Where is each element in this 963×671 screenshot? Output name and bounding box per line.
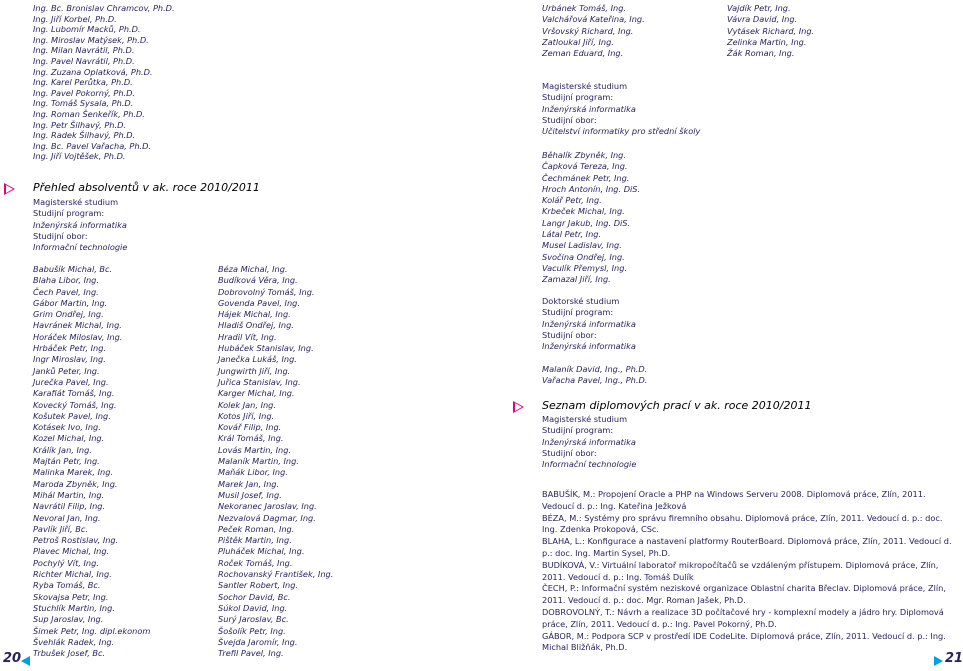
graduate-name: Janečka Lukáš, Ing.	[218, 354, 297, 365]
program-label: Studijní program:	[542, 307, 614, 318]
field-value: Informační technologie	[33, 242, 128, 253]
graduate-name: Govenda Pavel, Ing.	[218, 297, 300, 308]
staff-name: Ing. Tomáš Sysala, Ph.D.	[33, 98, 134, 109]
staff-name: Ing. Milan Navrátil, Ph.D.	[33, 45, 135, 56]
study-info-theses	[542, 414, 636, 470]
graduate-name: Musil Josef, Ing.	[218, 489, 282, 500]
section-title-theses: Seznam diplomových prací v ak. roce 2010/2011	[542, 399, 812, 412]
graduate-name: Hájek Michal, Ing.	[218, 309, 291, 320]
graduate-name: Béza Michal, Ing.	[218, 264, 288, 274]
graduate-name: Dobrovolný Tomáš, Ing.	[218, 286, 315, 297]
graduate-name: Zeman Eduard, Ing.	[542, 48, 624, 59]
graduate-name: Lovás Martin, Ing.	[218, 444, 292, 455]
graduate-name: Trefil Pavel, Ing.	[218, 648, 284, 659]
study-level: Doktorské studium	[542, 296, 620, 306]
graduate-name: Karger Michal, Ing.	[218, 388, 295, 399]
graduate-name: Mihál Martin, Ing.	[33, 489, 105, 500]
program-label: Studijní program:	[542, 92, 614, 103]
graduate-name: Vršovský Richard, Ing.	[542, 25, 634, 36]
study-level: Magisterské studium	[542, 414, 628, 424]
study-info	[33, 197, 127, 253]
study-level: Magisterské studium	[542, 81, 628, 91]
program-label: Studijní program:	[542, 425, 614, 436]
field-value: Inženýrská informatika	[542, 341, 636, 352]
graduate-name: Valchářová Kateřina, Ing.	[542, 14, 645, 25]
graduate-name: Roček Tomáš, Ing.	[218, 557, 293, 568]
graduate-name: Kotásek Ivo, Ing.	[33, 422, 101, 433]
thesis-entry: DOBROVOLNÝ, T.: Návrh a realizace 3D počítačové hry - komplexní modely a jádro hry. Diplomová práce, Zlín, 2011. Vedoucí d. p.: Ing. Pavel Pokorný, Ph.D.	[542, 606, 944, 629]
page-number-right: 21	[945, 651, 963, 666]
field-label: Studijní obor:	[542, 114, 597, 125]
graduate-name: Langr Jakub, Ing. DiS.	[542, 217, 631, 228]
graduate-name: Krbeček Michal, Ing.	[542, 206, 625, 217]
graduate-name: Král Tomáš, Ing.	[218, 433, 284, 444]
graduate-name: Švejda Jaromír, Ing.	[218, 636, 298, 647]
staff-name: Ing. Lubomír Macků, Ph.D.	[33, 24, 141, 35]
graduate-name: Čapková Tereza, Ing.	[542, 161, 628, 172]
graduate-name: Grim Ondřej, Ing.	[33, 309, 104, 320]
graduate-name: Běhalík Zbyněk, Ing.	[542, 150, 626, 160]
graduate-name: Maroda Zbyněk, Ing.	[33, 478, 118, 489]
section-title-graduates: Přehled absolventů v ak. roce 2010/2011	[33, 181, 260, 194]
graduate-name: Pochylý Vít, Ing.	[33, 557, 99, 568]
study-info-teaching	[542, 81, 700, 137]
graduate-name: Nezvalová Dagmar, Ing.	[218, 512, 316, 523]
graduates-column-1	[33, 264, 150, 659]
graduate-name: Petroš Rostislav, Ing.	[33, 535, 119, 546]
graduate-name: Blaha Libor, Ing.	[33, 275, 99, 286]
thesis-entry: BUDÍKOVÁ, V.: Virtuální laboratoř mikropočítačů se vzdáleným přístupem. Diplomová práce, Zlín, 2011. Vedoucí d. p.: Ing. Tomáš Dulík	[542, 559, 939, 582]
graduate-name: Nevoral Jan, Ing.	[33, 512, 101, 523]
graduate-name: Králík Jan, Ing.	[33, 444, 92, 455]
graduate-name: Zamazal Jiří, Ing.	[542, 274, 611, 285]
staff-name: Ing. Bc. Pavel Vařacha, Ph.D.	[33, 140, 152, 151]
graduates-doctoral	[542, 364, 647, 387]
staff-name: Ing. Roman Šenkeřík, Ph.D.	[33, 108, 145, 119]
graduate-name: Malaník Martin, Ing.	[218, 456, 299, 467]
graduate-name: Kotos Jiří, Ing.	[218, 410, 275, 421]
graduate-name: Hubáček Stanislav, Ing.	[218, 343, 314, 354]
staff-name: Ing. Petr Šilhavý, Ph.D.	[33, 119, 127, 130]
program-value: Inženýrská informatika	[542, 436, 636, 447]
graduate-name: Karafiát Tomáš, Ing.	[33, 388, 115, 399]
graduate-name: Ryba Tomáš, Bc.	[33, 580, 101, 591]
field-label: Studijní obor:	[33, 230, 88, 241]
staff-name: Ing. Jiří Korbel, Ph.D.	[33, 13, 117, 24]
graduates-column-2	[218, 264, 333, 659]
graduate-name: Rochovanský František, Ing.	[218, 569, 334, 580]
graduates-teaching	[542, 150, 640, 286]
graduate-name: Trbušek Josef, Bc.	[33, 648, 106, 659]
graduate-name: Majtán Petr, Ing.	[33, 456, 100, 467]
staff-name: Ing. Karel Perůtka, Ph.D.	[33, 77, 133, 88]
page-arrow-left-icon	[21, 656, 30, 666]
graduate-name: Vařacha Pavel, Ing., Ph.D.	[542, 375, 648, 386]
graduates-continued-col1	[542, 3, 645, 59]
graduate-name: Hrbáček Petr, Ing.	[33, 343, 107, 354]
graduate-name: Juřica Stanislav, Ing.	[218, 376, 301, 387]
graduate-name: Jurečka Pavel, Ing.	[33, 376, 109, 387]
graduate-name: Janků Peter, Ing.	[33, 365, 100, 376]
graduate-name: Plavec Michal, Ing.	[33, 546, 110, 557]
program-value: Inženýrská informatika	[542, 318, 636, 329]
graduate-name: Kolek Jan, Ing.	[218, 399, 276, 410]
thesis-entry: BABUŠÍK, M.: Propojení Oracle a PHP na Windows Serveru 2008. Diplomová práce, Zlín, 2011. Vedoucí d. p.: Ing. Kateřina Ježková	[542, 489, 926, 511]
graduate-name: Košutek Pavel, Ing.	[33, 410, 111, 421]
staff-list	[33, 3, 175, 162]
staff-name: Ing. Radek Šilhavý, Ph.D.	[33, 130, 136, 141]
section-marker-icon	[4, 183, 15, 195]
graduate-name: Žák Roman, Ing.	[727, 48, 795, 59]
graduate-name: Kolář Petr, Ing.	[542, 195, 602, 206]
graduate-name: Pavlík Jiří, Bc.	[33, 523, 88, 534]
graduate-name: Surý Jaroslav, Bc.	[218, 614, 289, 625]
staff-name: Ing. Zuzana Oplatková, Ph.D.	[33, 66, 153, 77]
graduate-name: Musel Ladislav, Ing.	[542, 240, 622, 251]
program-label: Studijní program:	[33, 208, 105, 219]
program-value: Inženýrská informatika	[33, 219, 127, 230]
graduate-name: Ingr Miroslav, Ing.	[33, 354, 106, 365]
graduate-name: Kovecký Tomáš, Ing.	[33, 399, 117, 410]
graduate-name: Vytásek Richard, Ing.	[727, 25, 815, 36]
graduate-name: Kozel Michal, Ing.	[33, 433, 105, 444]
graduate-name: Jungwirth Jiří, Ing.	[218, 365, 291, 376]
graduate-name: Budíková Věra, Ing.	[218, 275, 298, 286]
thesis-entry: ČECH, P.: Informační systém neziskové organizace Oblastní charita Břeclav. Diplomová práce, Zlín, 2011. Vedoucí d. p.: doc. Mgr. Roman Jašek, Ph.D.	[542, 583, 946, 606]
graduate-name: Urbánek Tomáš, Ing.	[542, 3, 627, 13]
thesis-entry: GÁBOR, M.: Podpora SCP v prostředí IDE CodeLite. Diplomová práce, Zlín, 2011. Vedoucí d. p.: Ing. Michal Bližňák, Ph.D.	[542, 630, 946, 653]
field-value: Informační technologie	[542, 459, 637, 470]
graduate-name: Babušík Michal, Bc.	[33, 264, 113, 274]
graduate-name: Vaculík Přemysl, Ing.	[542, 262, 627, 273]
graduate-name: Švehlák Radek, Ing.	[33, 636, 115, 647]
graduate-name: Navrátil Filip, Ing.	[33, 501, 106, 512]
graduate-name: Vajdík Petr, Ing.	[727, 3, 791, 13]
staff-name: Ing. Bc. Bronislav Chramcov, Ph.D.	[33, 3, 175, 13]
field-label: Studijní obor:	[542, 329, 597, 340]
graduate-name: Hroch Antonín, Ing. DiS.	[542, 183, 641, 194]
study-level: Magisterské studium	[33, 197, 119, 207]
field-value: Učitelství informatiky pro střední školy	[542, 126, 701, 137]
graduate-name: Marek Jan, Ing.	[218, 478, 280, 489]
study-info-doctoral	[542, 296, 636, 352]
staff-name: Ing. Pavel Navrátil, Ph.D.	[33, 55, 135, 66]
graduate-name: Zelinka Martin, Ing.	[727, 36, 807, 47]
thesis-entry: BÉZA, M.: Systémy pro správu firemního obsahu. Diplomová práce, Zlín, 2011. Vedoucí d. p.: doc. Ing. Zdenka Prokopová, CSc.	[542, 512, 943, 535]
graduate-name: Hladiš Ondřej, Ing.	[218, 320, 294, 331]
graduate-name: Svočina Ondřej, Ing.	[542, 251, 625, 262]
graduate-name: Nekoranec Jaroslav, Ing.	[218, 501, 317, 512]
thesis-entry: BLAHA, L.: Konfigurace a nastavení platformy RouterBoard. Diplomová práce, Zlín, 2011. Vedoucí d. p.: doc. Ing. Martin Sysel, Ph.D.	[542, 536, 952, 558]
theses-list	[542, 489, 954, 654]
graduate-name: Havránek Michal, Ing.	[33, 320, 122, 331]
graduate-name: Zatloukal Jiří, Ing.	[542, 36, 614, 47]
graduate-name: Pištěk Martin, Ing.	[218, 535, 292, 546]
graduate-name: Šimek Petr, Ing. dipl.ekonom	[33, 625, 151, 636]
graduate-name: Skovajsa Petr, Ing.	[33, 591, 109, 602]
graduate-name: Maňák Libor, Ing.	[218, 467, 288, 478]
graduate-name: Stuchlík Martin, Ing.	[33, 602, 115, 613]
staff-name: Ing. Jiří Vojtěšek, Ph.D.	[33, 151, 126, 162]
graduate-name: Vávra David, Ing.	[727, 14, 798, 25]
staff-name: Ing. Miroslav Matýsek, Ph.D.	[33, 34, 149, 45]
field-label: Studijní obor:	[542, 447, 597, 458]
graduate-name: Látal Petr, Ing.	[542, 229, 602, 240]
graduate-name: Gábor Martin, Ing.	[33, 297, 108, 308]
graduate-name: Kovář Filip, Ing.	[218, 422, 282, 433]
program-value: Inženýrská informatika	[542, 103, 636, 114]
graduate-name: Čechmánek Petr, Ing.	[542, 172, 630, 183]
staff-name: Ing. Pavel Pokorný, Ph.D.	[33, 87, 136, 98]
graduate-name: Sochor David, Bc.	[218, 591, 291, 602]
graduate-name: Pluháček Michal, Ing.	[218, 546, 305, 557]
graduate-name: Čech Pavel, Ing.	[33, 286, 99, 297]
page-number-left: 20	[3, 651, 22, 666]
graduate-name: Richter Michal, Ing.	[33, 569, 112, 580]
graduate-name: Malinka Marek, Ing.	[33, 467, 114, 478]
graduate-name: Horáček Miloslav, Ing.	[33, 331, 123, 342]
graduate-name: Peček Roman, Ing.	[218, 523, 295, 534]
section-marker-icon	[513, 401, 524, 413]
page-arrow-right-icon	[934, 656, 943, 666]
graduate-name: Malaník David, Ing., Ph.D.	[542, 364, 648, 374]
graduates-continued-col2	[727, 3, 814, 59]
graduate-name: Súkol David, Ing.	[218, 602, 288, 613]
graduate-name: Santler Robert, Ing.	[218, 580, 299, 591]
graduate-name: Šošolík Petr, Ing.	[218, 625, 286, 636]
graduate-name: Sup Jaroslav, Ing.	[33, 614, 104, 625]
graduate-name: Hradil Vít, Ing.	[218, 331, 277, 342]
